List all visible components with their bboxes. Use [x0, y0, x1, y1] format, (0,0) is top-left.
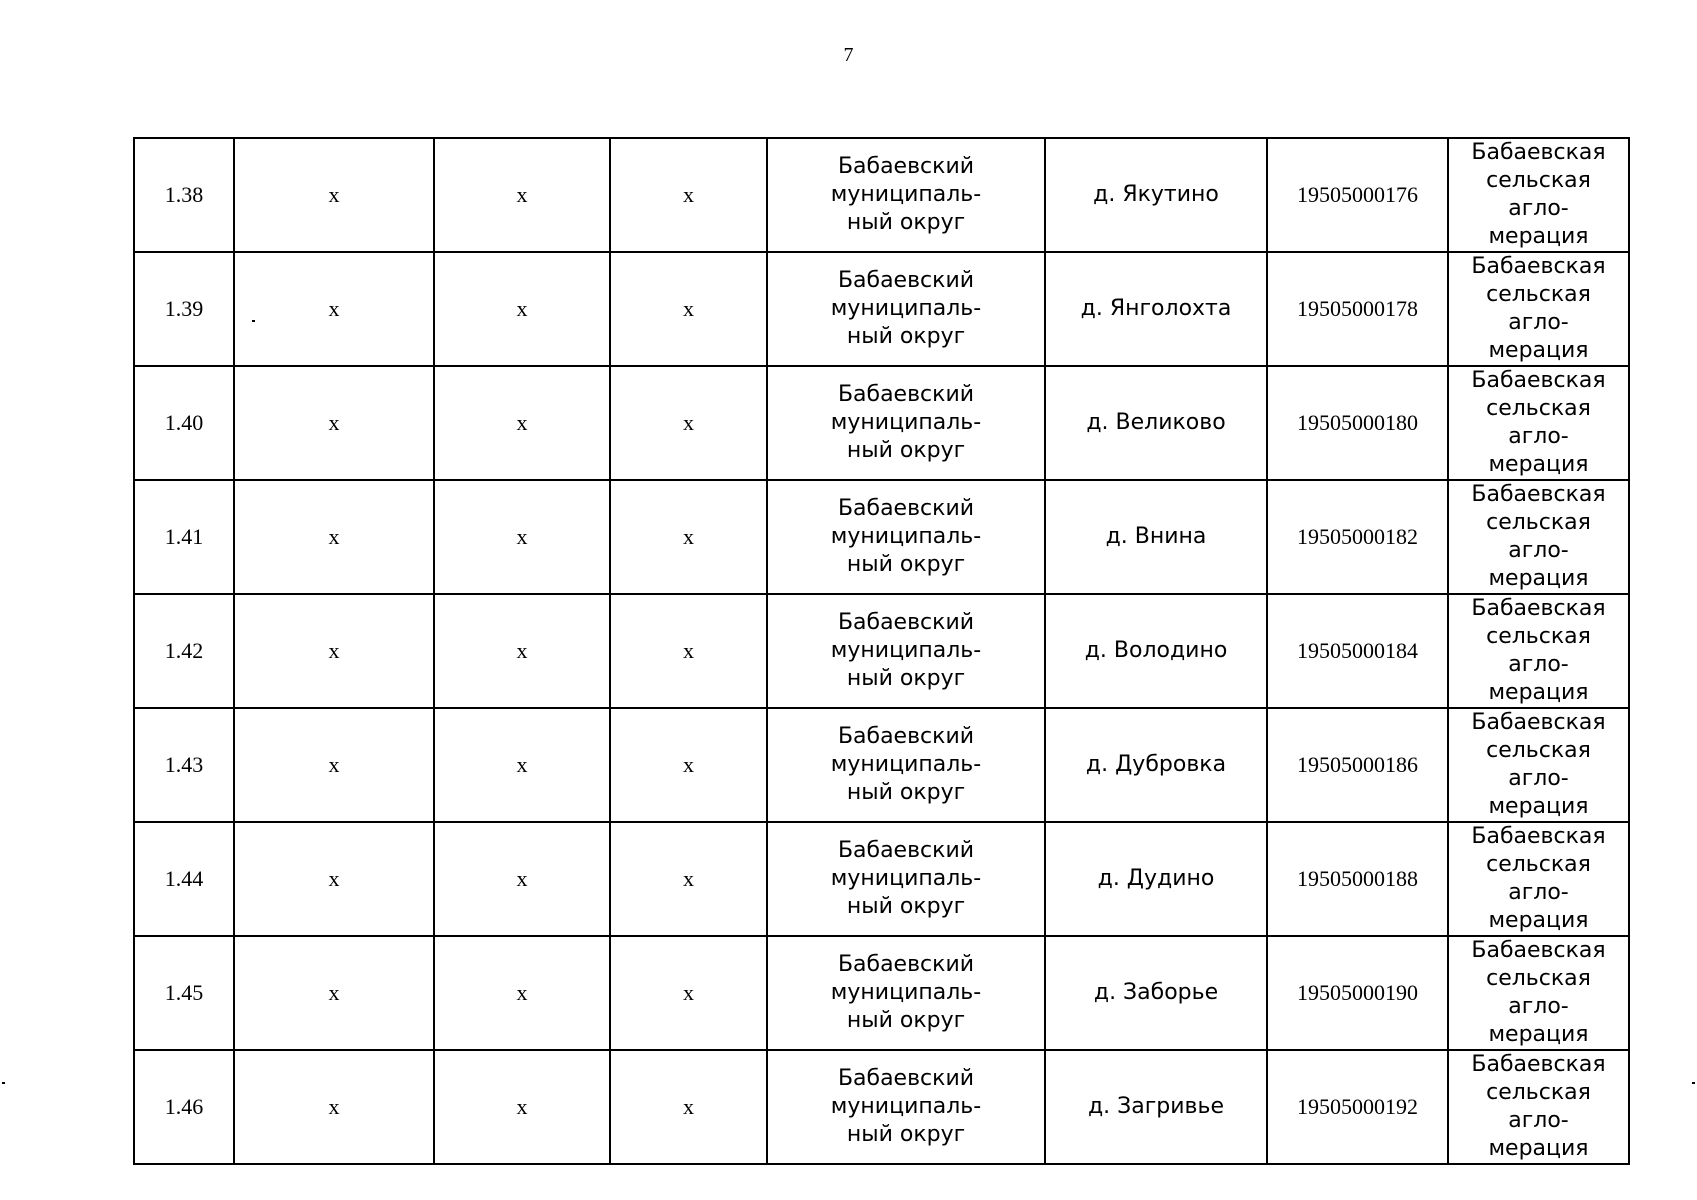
agglomeration-cell-line: мерация — [1488, 680, 1589, 705]
agglomeration-cell-line: Бабаевская — [1471, 596, 1606, 621]
agglomeration-cell-line: сельская агло- — [1486, 738, 1591, 791]
district-cell-line: ный округ — [846, 324, 966, 349]
agglomeration-cell-line: мерация — [1488, 908, 1589, 933]
district-cell-line: ный округ — [846, 666, 966, 691]
mark-cell-2: x — [234, 252, 434, 366]
agglomeration-cell-line: Бабаевская — [1471, 368, 1606, 393]
agglomeration-cell — [1448, 480, 1629, 594]
oktmo-code-cell: 19505000190 — [1267, 936, 1448, 1050]
mark-cell-3: x — [434, 366, 610, 480]
table-row — [134, 708, 1629, 822]
district-cell-line: Бабаевский муниципаль- — [830, 496, 982, 549]
settlement-cell: д. Якутино — [1045, 138, 1267, 252]
mark-cell-4: x — [610, 366, 767, 480]
oktmo-code-cell: 19505000180 — [1267, 366, 1448, 480]
table-row — [134, 366, 1629, 480]
mark-cell-4: x — [610, 1050, 767, 1164]
district-cell-line: Бабаевский муниципаль- — [830, 952, 982, 1005]
agglomeration-cell-line: сельская агло- — [1486, 966, 1591, 1019]
agglomeration-cell-line: мерация — [1488, 1136, 1589, 1161]
row-number-cell: 1.46 — [134, 1050, 234, 1164]
agglomeration-cell-line: мерация — [1488, 566, 1589, 591]
district-cell — [767, 138, 1045, 252]
district-cell-line: Бабаевский муниципаль- — [830, 382, 982, 435]
district-cell-line: Бабаевский муниципаль- — [830, 724, 982, 777]
settlement-cell: д. Дубровка — [1045, 708, 1267, 822]
mark-cell-4: x — [610, 480, 767, 594]
district-cell — [767, 252, 1045, 366]
mark-cell-2: x — [234, 822, 434, 936]
agglomeration-cell — [1448, 1050, 1629, 1164]
mark-cell-4: x — [610, 822, 767, 936]
oktmo-code-cell: 19505000186 — [1267, 708, 1448, 822]
district-cell-line: Бабаевский муниципаль- — [830, 268, 982, 321]
mark-cell-4: x — [610, 936, 767, 1050]
mark-cell-3: x — [434, 138, 610, 252]
district-cell — [767, 1050, 1045, 1164]
mark-cell-2: x — [234, 138, 434, 252]
oktmo-code-cell: 19505000192 — [1267, 1050, 1448, 1164]
district-cell-line: ный округ — [846, 438, 966, 463]
table-row — [134, 480, 1629, 594]
settlements-table — [133, 137, 1630, 1165]
district-cell — [767, 822, 1045, 936]
agglomeration-cell — [1448, 936, 1629, 1050]
settlement-cell: д. Заборье — [1045, 936, 1267, 1050]
mark-cell-2: x — [234, 708, 434, 822]
mark-cell-3: x — [434, 708, 610, 822]
district-cell — [767, 936, 1045, 1050]
agglomeration-cell-line: мерация — [1488, 452, 1589, 477]
agglomeration-cell-line: Бабаевская — [1471, 140, 1606, 165]
district-cell-line: ный округ — [846, 552, 966, 577]
agglomeration-cell-line: мерация — [1488, 338, 1589, 363]
mark-cell-2: x — [234, 366, 434, 480]
agglomeration-cell — [1448, 822, 1629, 936]
mark-cell-4: x — [610, 252, 767, 366]
mark-cell-3: x — [434, 480, 610, 594]
scan-speck — [1692, 1082, 1695, 1084]
table-body — [134, 138, 1629, 1164]
agglomeration-cell-line: мерация — [1488, 224, 1589, 249]
row-number-cell: 1.39 — [134, 252, 234, 366]
mark-cell-3: x — [434, 822, 610, 936]
row-number-cell: 1.43 — [134, 708, 234, 822]
district-cell-line: Бабаевский муниципаль- — [830, 154, 982, 207]
table-row — [134, 138, 1629, 252]
mark-cell-3: x — [434, 1050, 610, 1164]
district-cell — [767, 366, 1045, 480]
agglomeration-cell-line: Бабаевская — [1471, 938, 1606, 963]
district-cell-line: ный округ — [846, 1008, 966, 1033]
row-number-cell: 1.44 — [134, 822, 234, 936]
settlement-cell: д. Янголохта — [1045, 252, 1267, 366]
oktmo-code-cell: 19505000178 — [1267, 252, 1448, 366]
table-row — [134, 822, 1629, 936]
row-number-cell: 1.45 — [134, 936, 234, 1050]
mark-cell-2: x — [234, 1050, 434, 1164]
district-cell-line: Бабаевский муниципаль- — [830, 838, 982, 891]
settlement-cell: д. Великово — [1045, 366, 1267, 480]
oktmo-code-cell: 19505000176 — [1267, 138, 1448, 252]
agglomeration-cell-line: сельская агло- — [1486, 852, 1591, 905]
mark-cell-3: x — [434, 594, 610, 708]
agglomeration-cell — [1448, 366, 1629, 480]
table-row — [134, 1050, 1629, 1164]
agglomeration-cell-line: сельская агло- — [1486, 1080, 1591, 1133]
agglomeration-cell-line: сельская агло- — [1486, 282, 1591, 335]
district-cell-line: Бабаевский муниципаль- — [830, 610, 982, 663]
agglomeration-cell-line: сельская агло- — [1486, 510, 1591, 563]
row-number-cell: 1.40 — [134, 366, 234, 480]
mark-cell-3: x — [434, 936, 610, 1050]
table-row — [134, 252, 1629, 366]
row-number-cell: 1.41 — [134, 480, 234, 594]
row-number-cell: 1.42 — [134, 594, 234, 708]
district-cell-line: ный округ — [846, 780, 966, 805]
row-number-cell: 1.38 — [134, 138, 234, 252]
mark-cell-4: x — [610, 708, 767, 822]
district-cell-line: ный округ — [846, 1122, 966, 1147]
mark-cell-4: x — [610, 594, 767, 708]
mark-cell-4: x — [610, 138, 767, 252]
settlement-cell: д. Володино — [1045, 594, 1267, 708]
agglomeration-cell-line: сельская агло- — [1486, 396, 1591, 449]
agglomeration-cell — [1448, 594, 1629, 708]
district-cell — [767, 594, 1045, 708]
settlement-cell: д. Внина — [1045, 480, 1267, 594]
agglomeration-cell-line: сельская агло- — [1486, 168, 1591, 221]
agglomeration-cell — [1448, 708, 1629, 822]
scan-speck — [2, 1082, 5, 1084]
page-number: 7 — [843, 44, 854, 66]
agglomeration-cell — [1448, 252, 1629, 366]
agglomeration-cell-line: мерация — [1488, 1022, 1589, 1047]
settlement-cell: д. Дудино — [1045, 822, 1267, 936]
mark-cell-2: x — [234, 936, 434, 1050]
oktmo-code-cell: 19505000188 — [1267, 822, 1448, 936]
district-cell-line: ный округ — [846, 894, 966, 919]
district-cell — [767, 480, 1045, 594]
agglomeration-cell-line: Бабаевская — [1471, 824, 1606, 849]
mark-cell-2: x — [234, 480, 434, 594]
mark-cell-2: x — [234, 594, 434, 708]
table-row — [134, 594, 1629, 708]
agglomeration-cell-line: мерация — [1488, 794, 1589, 819]
oktmo-code-cell: 19505000184 — [1267, 594, 1448, 708]
agglomeration-cell-line: сельская агло- — [1486, 624, 1591, 677]
agglomeration-cell-line: Бабаевская — [1471, 254, 1606, 279]
district-cell-line: ный округ — [846, 210, 966, 235]
scan-speck — [252, 320, 255, 322]
agglomeration-cell-line: Бабаевская — [1471, 482, 1606, 507]
settlement-cell: д. Загривье — [1045, 1050, 1267, 1164]
district-cell-line: Бабаевский муниципаль- — [830, 1066, 982, 1119]
mark-cell-3: x — [434, 252, 610, 366]
agglomeration-cell-line: Бабаевская — [1471, 710, 1606, 735]
oktmo-code-cell: 19505000182 — [1267, 480, 1448, 594]
agglomeration-cell — [1448, 138, 1629, 252]
agglomeration-cell-line: Бабаевская — [1471, 1052, 1606, 1077]
table-row — [134, 936, 1629, 1050]
district-cell — [767, 708, 1045, 822]
